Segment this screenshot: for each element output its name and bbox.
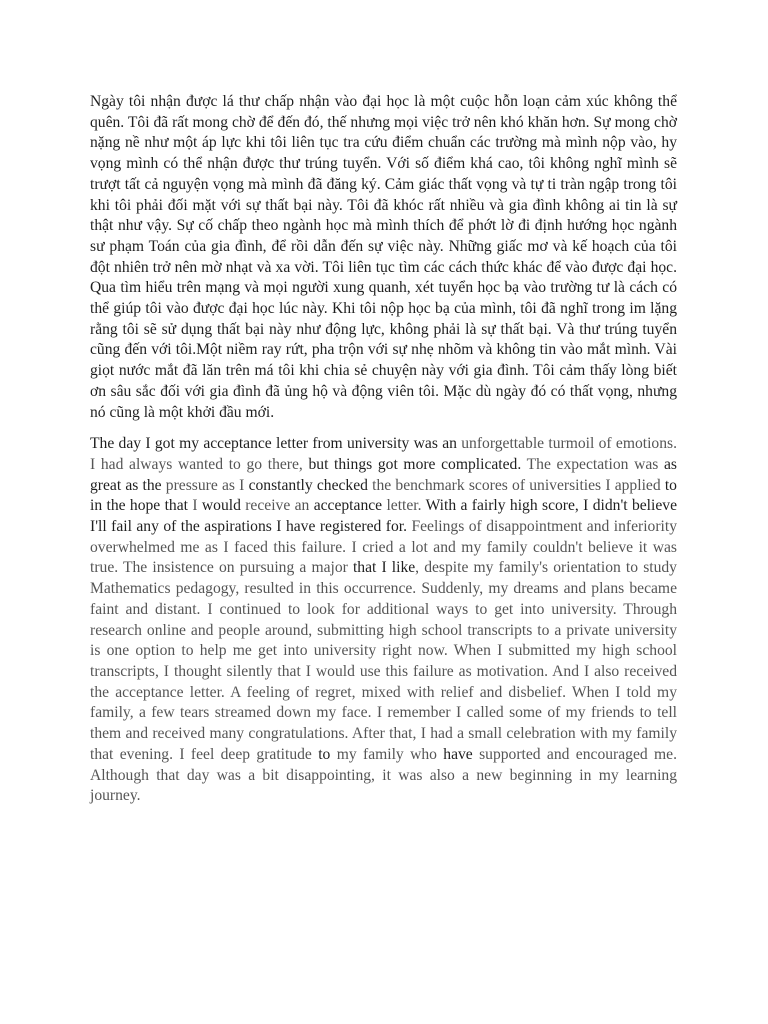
- text-segment: receive an: [240, 497, 314, 515]
- text-segment: constantly checked: [248, 476, 368, 494]
- text-segment: have: [443, 745, 473, 763]
- text-segment: to: [318, 745, 331, 763]
- text-segment: would: [201, 497, 241, 515]
- text-segment: supported and encouraged me. Although that day was a bit disappointing, it was also a new beginning in my learning journey.: [90, 745, 677, 805]
- text-segment: the benchmark scores of universities I applied: [367, 476, 665, 494]
- text-segment: pressure as I: [161, 476, 249, 494]
- text-segment: unforgettable turmoil of emotions. I had always wanted to go there,: [90, 435, 677, 473]
- vietnamese-paragraph: Ngày tôi nhận được lá thư chấp nhận vào đại học là một cuộc hỗn loạn cảm xúc không thể quên. Tôi đã rất mong chờ để đến đó, thế nhưng mọi việc trở nên khó khăn hơn. Sự mong chờ nặng nề như một áp lực khi tôi liên tục tra cứu điểm chuẩn các trường mà mình nộp vào, hy vọng mình có thể nhận được thư trúng tuyển. Với số điểm khá cao, tôi không nghĩ mình sẽ trượt tất cả nguyện vọng mà mình đã đăng ký. Cảm giác thất vọng và tự ti tràn ngập trong tôi khi tôi phải đối mặt với sự thất bại này. Tôi đã khóc rất nhiều và gia đình không ai tin là sự thật như vậy. Sự cố chấp theo ngành học mà mình thích để phớt lờ đi định hướng học ngành sư phạm Toán của gia đình, để rồi dẫn đến sự việc này. Những giấc mơ và kế hoạch của tôi đột nhiên trở nên mờ nhạt và xa vời. Tôi liên tục tìm các cách thức khác để vào được đại học. Qua tìm hiểu trên mạng và mọi người xung quanh, xét tuyển học bạ vào trường tư là cách có thể giúp tôi vào được đại học lúc này. Khi tôi nộp học bạ của mình, tôi đã nghĩ trong im lặng rằng tôi sẽ sử dụng thất bại này như động lực, không phải là sự thất bại. Và thư trúng tuyển cũng đến với tôi.Một niềm ray rứt, pha trộn với sự nhẹ nhõm và không tin vào mắt mình. Vài giọt nước mắt đã lăn trên má tôi khi chia sẻ chuyện này với gia đình. Tôi cảm thấy lòng biết ơn sâu sắc đối với gia đình đã ủng hộ và động viên tôi. Mặc dù ngày đó có thất vọng, nhưng nó cũng là một khởi đầu mới.: [90, 93, 677, 421]
- text-segment: I: [187, 497, 202, 515]
- text-segment: my family who: [330, 745, 444, 763]
- text-segment: The day I got my acceptance letter from university was an: [90, 435, 462, 453]
- text-segment: but things got more complicated.: [308, 455, 522, 473]
- english-paragraph: [90, 434, 677, 807]
- text-segment: that I like: [352, 559, 416, 577]
- text-segment: as great as the: [90, 455, 677, 494]
- text-segment: letter.: [382, 497, 426, 515]
- text-segment: Feelings of disappointment and inferiority overwhelmed me as I faced this failure. I cried a lot and my family couldn't believe it was true. The insistence on pursuing a major: [90, 518, 677, 577]
- text-segment: The expectation was: [521, 455, 664, 473]
- text-segment: With a fairly high score, I didn't believe I'll fail any of the aspirations I have registered for.: [90, 497, 677, 536]
- text-segment: , despite my family's orientation to study Mathematics pedagogy, resulted in this occurrence. Suddenly, my dreams and plans became faint and distant. I continued to look for additional ways to get into university. Through research online and people around, submitting high school transcripts to a private university is one option to help me get into university right now. When I submitted my high school transcripts, I thought silently that I would use this failure as motivation. And I also received the acceptance letter. A feeling of regret, mixed with relief and disbelief. When I told my family, a few tears streamed down my face. I remember I called some of my friends to tell them and received many congratulations. After that, I had a small celebration with my family that evening. I feel deep gratitude: [90, 559, 677, 763]
- document-page: [90, 92, 677, 807]
- text-segment: acceptance: [313, 497, 383, 515]
- text-segment: to in the hope that: [90, 476, 677, 515]
